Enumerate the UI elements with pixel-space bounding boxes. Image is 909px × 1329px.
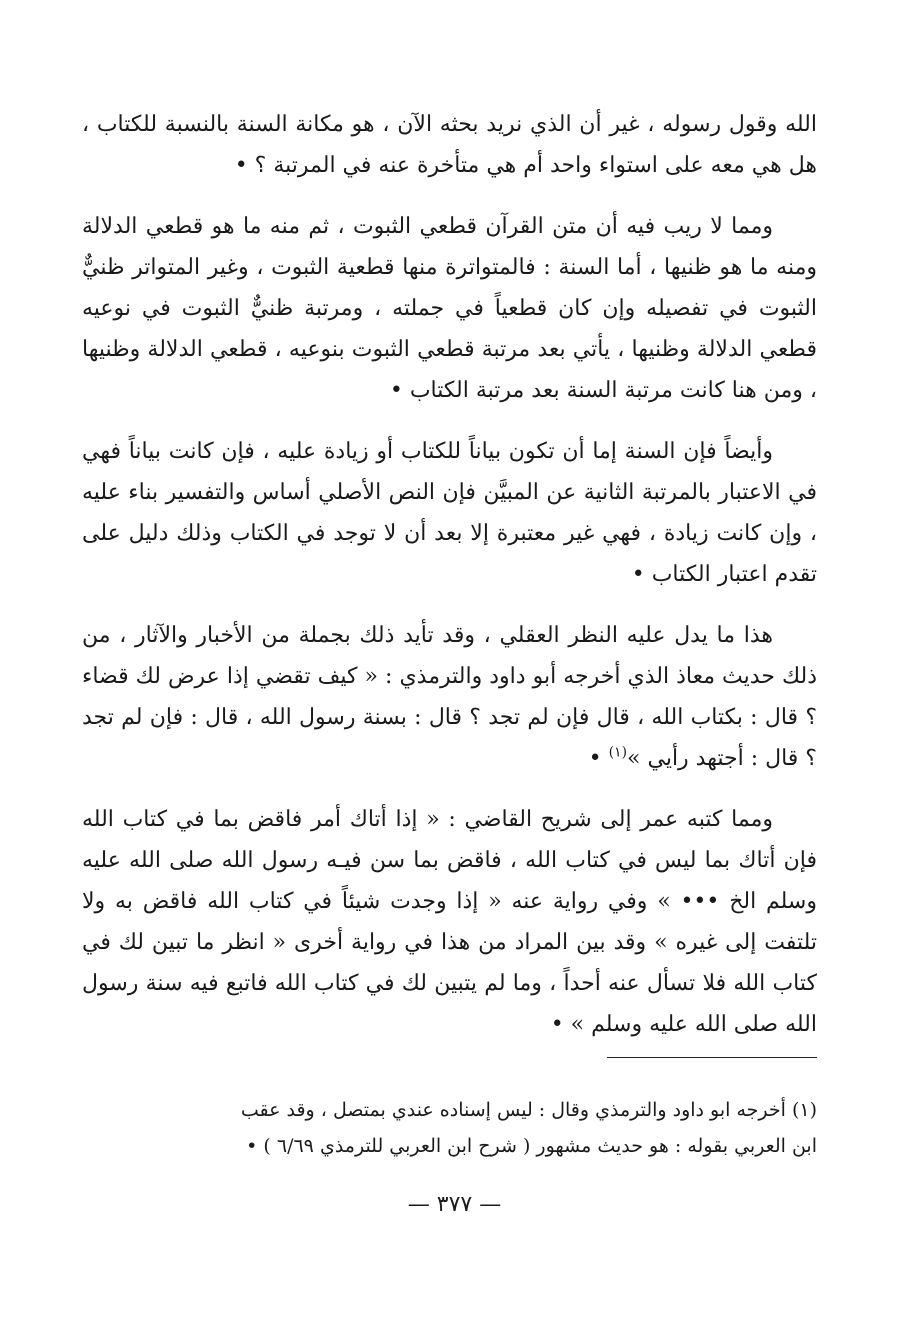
paragraph-2: ومما لا ريب فيه أن متن القرآن قطعي الثبوت ، ثم منه ما هو قطعي الدلالة ومنه ما هو ظنيها ، أما السنة : فالمتواترة منها قطعية الثبوت ، وغير المتواتر ظنيٌّ الثبوت في تفصيله وإن كان قطعياً في جملته ، ومرتبة ظنيٌّ الثبوت في نوعيه قطعي الدلالة وظنيها ، يأتي بعد مرتبة قطعي الثبوت بنوعيه ، قطعي الدلالة وظنيها ، ومن هنا كانت مرتبة السنة بعد مرتبة الكتاب • — [82, 214, 817, 403]
paragraph-1: الله وقول رسوله ، غير أن الذي نريد بحثه الآن ، هو مكانة السنة بالنسبة للكتاب ، هل هي معه على استواء واحد أم هي متأخرة عنه في المرتبة ؟ • — [82, 112, 817, 178]
footnote-divider — [607, 1057, 817, 1058]
page-number: — ٣٧٧ — — [407, 1192, 502, 1217]
paragraph-4-end: • — [588, 746, 609, 771]
paragraph-3: وأيضاً فإن السنة إما أن تكون بياناً للكتاب أو زيادة عليه ، فإن كانت بياناً فهي في الاعتبار بالمرتبة الثانية عن المبيَّن فإن النص الأصلي أساس والتفسير بناء عليه ، وإن كانت زيادة ، فهي غير معتبرة إلا بعد أن لا توجد في الكتاب وذلك دليل على تقدم اعتبار الكتاب • — [82, 439, 817, 587]
footnote-reference[interactable]: (١) — [608, 744, 628, 761]
paragraph-4-text: هذا ما يدل عليه النظر العقلي ، وقد تأيد ذلك بجملة من الأخبار والآثار ، من ذلك حديث معاذ الذي أخرجه أبو داود والترمذي : « كيف تقضي إذا عرض لك قضاء ؟ قال : بكتاب الله ، قال فإن لم تجد ؟ قال : بسنة رسول الله ، قال : فإن لم تجد ؟ قال : أجتهد رأيي » — [82, 623, 817, 771]
main-text — [82, 104, 817, 1065]
footnote-line-2: ابن العربي بقوله : هو حديث مشهور ( شرح ابن العربي للترمذي ٦/٦٩ ) • — [246, 1135, 817, 1157]
paragraph-4 — [82, 615, 817, 779]
footnote — [82, 1092, 817, 1164]
footnote-line-1: (١) أخرجه ابو داود والترمذي وقال : ليس إسناده عندي بمتصل ، وقد عقب — [240, 1099, 817, 1121]
paragraph-5: ومما كتبه عمر إلى شريح القاضي : « إذا أتاك أمر فاقض بما في كتاب الله فإن أتاك بما ليس في كتاب الله ، فاقض بما سن فيـه رسول الله صلى الله عليه وسلم الخ ••• » وفي رواية عنه « إذا وجدت شيئاً في كتاب الله فاقض به ولا تلتفت إلى غيره » وقد بين المراد من هذا في رواية أخرى « انظر ما تبين لك في كتاب الله فلا تسأل عنه أحداً ، وما لم يتبين لك في كتاب الله فاتبع فيه سنة رسول الله صلى الله عليه وسلم » • — [82, 807, 817, 1037]
